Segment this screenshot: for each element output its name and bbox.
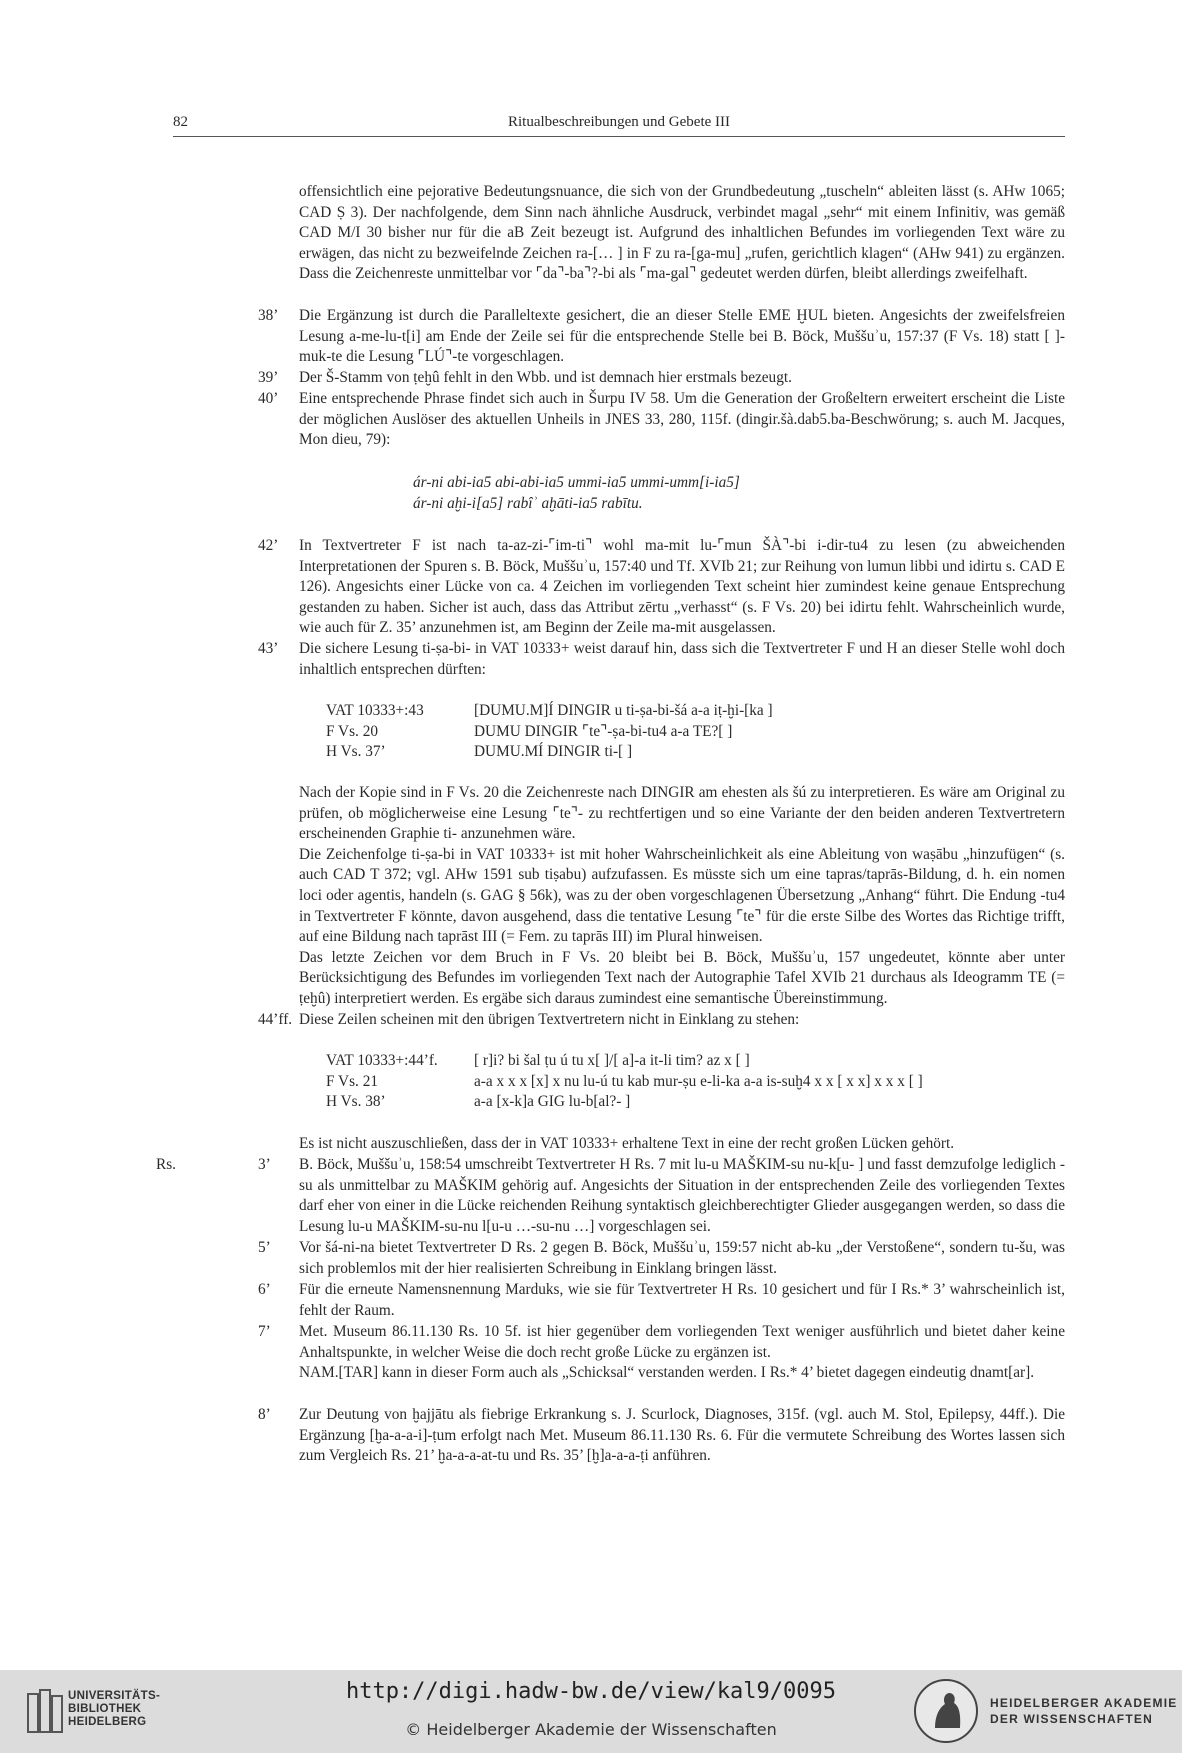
commentary-entry <box>173 182 1065 285</box>
running-title: Ritualbeschreibungen und Gebete III <box>508 114 731 130</box>
line-number: 6’ <box>258 1281 271 1298</box>
entry-paragraph: Diese Zeilen scheinen mit den übrigen Textvertretern nicht in Einklang zu stehen: <box>299 1011 800 1028</box>
quotation-block <box>413 473 740 514</box>
line-number: 40’ <box>258 390 279 407</box>
entry-paragraph: Die Ergänzung ist durch die Paralleltexte gesichert, die an dieser Stelle EME ḪUL bieten. Angesichts der zweifelsfreien Lesung a-me-lu-t[i] am Ende der Zeile sei für die entsprechende Stelle bei B. Böck, Muššuʾu, 157:37 (F Vs. 18) statt [ ]-muk-te die Lesung ⌜LÚ⌝-te vorgeschlagen. <box>299 307 1065 366</box>
commentary-entry <box>173 1322 1065 1384</box>
entry-paragraph: NAM.[TAR] kann in dieser Form auch als „Schicksal“ verstanden werden. I Rs.* 4’ bietet dagegen eindeutig dnamt[ar]. <box>299 1364 1035 1382</box>
witness-text: DUMU.MÍ DINGIR ti-[ ] <box>474 743 633 761</box>
witness-label: F Vs. 21 <box>326 1072 379 1090</box>
academy-name: HEIDELBERGER AKADEMIE DER WISSENSCHAFTEN <box>990 1696 1178 1726</box>
entry-paragraph: Met. Museum 86.11.130 Rs. 10 5f. ist hier gegenüber dem vorliegenden Text weniger ausführlich und bietet daher keine Anhaltspunkte, in welcher Weise die doch recht große Lücke zu ergänzen ist. <box>299 1323 1065 1361</box>
quotation-line: ár-ni aḫi-i[a5] rabîʾ aḫāti-ia5 rabītu. <box>413 494 643 512</box>
line-number: 7’ <box>258 1323 271 1340</box>
entry-paragraph: Zur Deutung von ḫajjātu als fiebrige Erkrankung s. J. Scurlock, Diagnoses, 315f. (vgl. auch M. Stol, Epilepsy, 44ff.). Die Ergänzung [ḫa-a-a-i]-ṭum erfolgt nach Met. Museum 86.11.130 Rs. 6. Für die vermutete Schreibung des Wortes lassen sich zum Vergleich Rs. 21’ ḫa-a-a-at-tu und Rs. 35’ [ḫ]a-a-a-ṭi anführen. <box>299 1406 1065 1465</box>
entry-paragraph: Die Zeichenfolge ti-ṣa-bi in VAT 10333+ ist mit hoher Wahrscheinlichkeit als eine Ableitung von waṣābu „hinzufügen“ (s. auch CAD T 372; vgl. AHw 1591 sub tiṣabu) aufzufassen. Es müsste sich um eine tapras/taprās-Bildung, d. h. ein nomen loci oder agentis, handeln (s. GAG § 56k), was zu der oben vorgeschlagenen Übersetzung „Anhang“ führt. Die Endung -tu4 in Textvertreter F könnte, davon ausgehend, dass die tentative Lesung ⌜te⌝ für die erste Silbe des Wortes das Richtige trifft, auf eine Bildung nach taprāst III (= Fem. zu taprās III) im Plural hinweisen. <box>299 845 1065 946</box>
commentary-entry <box>173 368 1065 389</box>
table-row <box>326 722 773 743</box>
entry-paragraph: Es ist nicht auszuschließen, dass der in VAT 10333+ erhaltene Text in eine der recht großen Lücken gehört. <box>299 1135 955 1152</box>
variant-table-44 <box>326 1051 923 1113</box>
quotation-line: ár-ni abi-ia5 abi-abi-ia5 ummi-ia5 ummi-umm[i-ia5] <box>413 474 740 491</box>
copyright-notice: © Heidelberger Akademie der Wissenschaften <box>405 1720 777 1739</box>
line-number: 3’ <box>258 1156 271 1173</box>
witness-label: H Vs. 37’ <box>326 743 386 761</box>
witness-label: VAT 10333+:43 <box>326 702 424 719</box>
running-header <box>173 112 1065 137</box>
commentary-entry <box>173 1134 1065 1155</box>
table-row <box>326 1072 923 1093</box>
variant-table-43 <box>326 701 773 763</box>
table-row <box>326 1092 923 1113</box>
entry-paragraph: Vor šá-ni-na bietet Textvertreter D Rs. 2 gegen B. Böck, Muššuʾu, 159:57 nicht ab-ku „der Verstoßene“, sondern tu-šu, was sich problemlos mit der hier realisierten Schreibung in Einklang bringen lässt. <box>299 1239 1065 1277</box>
viewer-footer <box>0 1670 1182 1753</box>
commentary-entry <box>156 1155 1065 1237</box>
witness-label: F Vs. 20 <box>326 722 379 740</box>
entry-paragraph: Eine entsprechende Phrase findet sich auch in Šurpu IV 58. Um die Generation der Großeltern erweitert erscheint die Liste der möglichen Auslöser des aktuellen Unheils in JNES 33, 280, 115f. (dingir.šà.dab5.ba-Beschwörung; s. auch M. Jacques, Mon dieu, 79): <box>299 390 1065 449</box>
commentary-entry <box>173 536 1065 639</box>
witness-text: a-a [x-k]a GIG lu-b[al?- ] <box>474 1093 631 1111</box>
commentary-entry <box>173 639 1065 680</box>
table-row <box>326 701 773 722</box>
commentary-entry <box>173 389 1065 451</box>
line-number: 44’ff. <box>258 1011 293 1028</box>
line-number: 43’ <box>258 640 279 657</box>
line-number: 39’ <box>258 369 279 386</box>
witness-label: VAT 10333+:44’f. <box>326 1052 438 1069</box>
library-name: UNIVERSITÄTS- BIBLIOTHEK HEIDELBERG <box>68 1690 161 1728</box>
entry-paragraph: B. Böck, Muššuʾu, 158:54 umschreibt Textvertreter H Rs. 7 mit lu-u MAŠKIM-su nu-k[u- ] und fasst demzufolge lediglich -su als unmittelbar zu MAŠKIM gehörig auf. Angesichts der Situation in der entsprechenden Zeile des vorliegenden Textes darf eher von einer in die Lücke reichenden Reihung syntaktisch gleichberechtigter Glieder ausgegangen werden, so dass die Lesung lu-u MAŠKIM-su-nu l[u-u …-su-nu …] vorgeschlagen sei. <box>299 1156 1065 1235</box>
witness-text: a-a x x x [x] x nu lu-ú tu kab mur-ṣu e-li-ka a-a is-suḫ4 x x [ x x] x x x [ ] <box>474 1072 923 1090</box>
witness-label: H Vs. 38’ <box>326 1093 386 1111</box>
commentary-entry <box>173 1405 1065 1467</box>
commentary-entry <box>173 783 1065 1010</box>
entry-paragraph: Die sichere Lesung ti-ṣa-bi- in VAT 10333+ weist darauf hin, dass sich die Textvertreter F und H an dieser Stelle wohl doch inhaltlich entsprechen dürften: <box>299 640 1065 678</box>
entry-paragraph: Das letzte Zeichen vor dem Bruch in F Vs. 20 bleibt bei B. Böck, Muššuʾu, 157 ungedeutet, könnte aber unter Berücksichtigung des Befundes im vorliegenden Text nach der Autographie Tafel XVIb 21 durchaus als Ideogramm TE (= ṭeḫû) interpretiert werden. Es ergäbe sich daraus zumindest eine semantische Übereinstimmung. <box>299 948 1065 1007</box>
commentary-entry <box>173 1238 1065 1279</box>
entry-paragraph: Der Š-Stamm von ṭeḫû fehlt in den Wbb. und ist demnach hier erstmals bezeugt. <box>299 369 792 386</box>
entry-paragraph: In Textvertreter F ist nach ta-az-zi-⌜im-ti⌝ wohl ma-mit lu-⌜mun ŠÀ⌝-bi i-dir-tu4 zu lesen (zu abweichenden Interpretationen der Spuren s. B. Böck, Muššuʾu, 157:40 und Tf. XVIb 21; zur Reihung von lumun libbi und idirtu s. CAD E 126). Angesichts einer Lücke von ca. 4 Zeichen im vorliegenden Text scheint hier zumindest keine genaue Entsprechung gestanden zu haben. Sicher ist auch, dass das Attribut zērtu „verhasst“ (s. F Vs. 20) bei idirtu fehlt. Wahrscheinlich wurde, wie auch für Z. 35’ anzunehmen ist, am Beginn der Zeile ma-mit ausgelassen. <box>299 537 1065 637</box>
line-number: 5’ <box>258 1239 271 1256</box>
commentary-entry <box>173 1010 1065 1031</box>
entry-paragraph: Nach der Kopie sind in F Vs. 20 die Zeichenreste nach DINGIR am ehesten als šú zu interpretieren. Es wäre am Original zu prüfen, ob möglicherweise eine Lesung ⌜te⌝- zu rechtfertigen und so eine Variante der den beiden anderen Textvertretern erscheinenden Graphie ti- anzunehmen wäre. <box>299 784 1065 843</box>
line-number: 38’ <box>258 307 279 324</box>
table-row <box>326 1051 923 1072</box>
academy-emblem-icon <box>913 1678 979 1744</box>
entry-paragraph: offensichtlich eine pejorative Bedeutungsnuance, die sich von der Grundbedeutung „tuscheln“ ableiten lässt (s. AHw 1065; CAD Ṣ 3). Der nachfolgende, dem Sinn nach ähnliche Ausdruck, verbindet magal „sehr“ mit einem Infinitiv, was gemäß CAD M/I 30 bisher nur für die aB Zeit bezeugt ist. Aufgrund des inhaltlichen Befundes im vorliegenden Text wäre zu erwägen, das nicht zu bezweifelnde Zeichen ra-[… ] in F zu ra-[ga-mu] „rufen, gerichtlich klagen“ (AHw 941) zu ergänzen. Dass die Zeichenreste unmittelbar vor ⌜da⌝-ba⌝?-bi als ⌜ma-gal⌝ gedeutet werden dürfen, bleibt allerdings zweifelhaft. <box>299 183 1065 283</box>
line-number: 42’ <box>258 537 279 554</box>
permalink[interactable]: http://digi.hadw-bw.de/view/kal9/0095 <box>345 1679 837 1704</box>
commentary-entry <box>173 1280 1065 1321</box>
reverse-marker: Rs. <box>156 1156 176 1173</box>
table-row <box>326 742 773 763</box>
witness-text: [ r]i? bi šal ṭu ú tu x[ ]/[ a]-a it-li tim? az x [ ] <box>474 1052 750 1069</box>
commentary-entry <box>173 306 1065 368</box>
witness-text: DUMU DINGIR ⌜te⌝-ṣa-bi-tu4 a-a TE?[ ] <box>474 722 733 740</box>
entry-paragraph: Für die erneute Namensnennung Marduks, wie sie für Textvertreter H Rs. 10 gesichert und für I Rs.* 3’ wahrscheinlich ist, fehlt der Raum. <box>299 1281 1065 1319</box>
page-number: 82 <box>173 114 188 130</box>
witness-text: [DUMU.M]Í DINGIR u ti-ṣa-bi-šá a-a iṭ-ḫi-[ka ] <box>474 702 773 719</box>
line-number: 8’ <box>258 1406 271 1423</box>
